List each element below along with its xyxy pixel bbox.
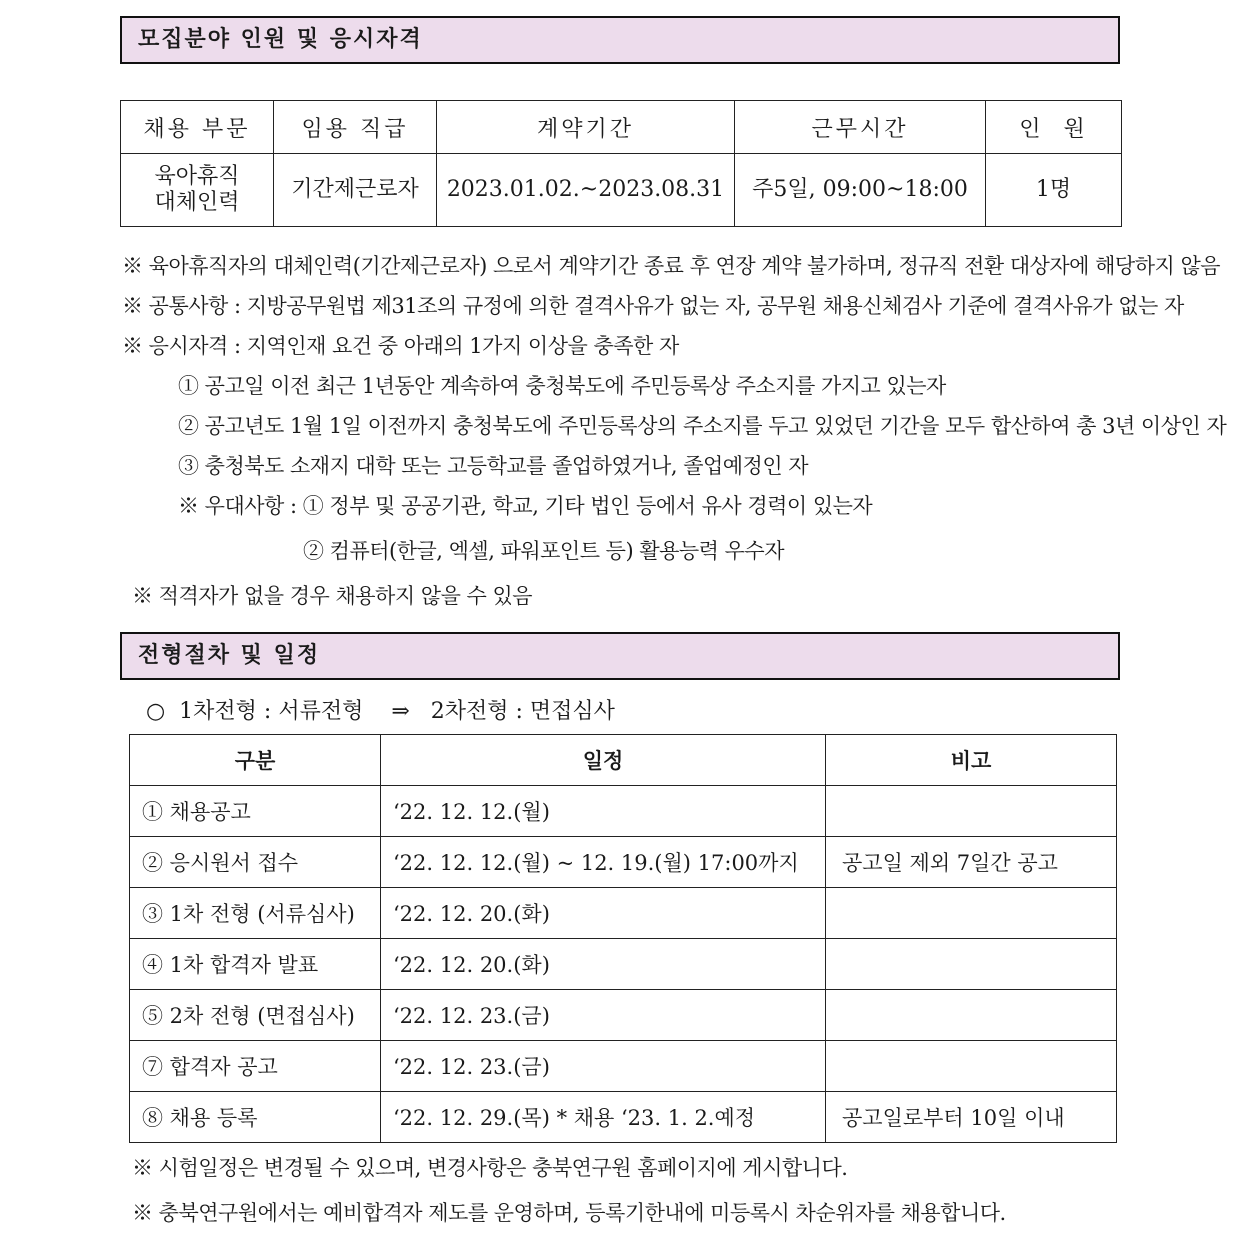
col-header-count: 인 원: [986, 101, 1122, 154]
cell-remark: 공고일로부터 10일 이내: [826, 1092, 1117, 1143]
cell-step: ② 응시원서 접수: [130, 837, 381, 888]
table-row: [130, 990, 1117, 1041]
recruitment-table: [120, 100, 1122, 227]
col-header-step: 구분: [130, 735, 381, 786]
table-header-row: [130, 735, 1117, 786]
cell-step: ③ 1차 전형 (서류심사): [130, 888, 381, 939]
cell-date: ‘22. 12. 12.(월): [381, 786, 826, 837]
cell-remark: [826, 1041, 1117, 1092]
cell-date: ‘22. 12. 20.(화): [381, 888, 826, 939]
cell-hours: 주5일, 09:00~18:00: [735, 154, 986, 227]
process-summary: ○ 1차전형 : 서류전형 ⇒ 2차전형 : 면접심사: [146, 699, 615, 724]
cell-step: ⑦ 합격자 공고: [130, 1041, 381, 1092]
col-header-hours: 근무시간: [735, 101, 986, 154]
cell-remark: 공고일 제외 7일간 공고: [826, 837, 1117, 888]
cell-remark: [826, 786, 1117, 837]
cell-period: 2023.01.02.~2023.08.31: [437, 154, 735, 227]
note-no-qualified: ※ 적격자가 없을 경우 채용하지 않을 수 있음: [132, 584, 533, 608]
table-row: [121, 154, 1122, 227]
cell-date: ‘22. 12. 23.(금): [381, 990, 826, 1041]
section-header-process: 전형절차 및 일정: [120, 632, 1120, 680]
cell-date: ‘22. 12. 12.(월) ~ 12. 19.(월) 17:00까지: [381, 837, 826, 888]
eligibility-item-1: ① 공고일 이전 최근 1년동안 계속하여 충청북도에 주민등록상 주소지를 가지고 있는자: [178, 374, 946, 398]
dept-line-1: 육아휴직: [154, 164, 240, 189]
eligibility-item-3: ③ 충청북도 소재지 대학 또는 고등학교를 졸업하였거나, 졸업예정인 자: [178, 454, 809, 478]
table-row: [130, 1041, 1117, 1092]
table-row: [130, 786, 1117, 837]
preference-item-2: ② 컴퓨터(한글, 엑셀, 파워포인트 등) 활용능력 우수자: [303, 539, 785, 563]
col-header-schedule: 일정: [381, 735, 826, 786]
cell-date: ‘22. 12. 20.(화): [381, 939, 826, 990]
cell-count: 1명: [986, 154, 1122, 227]
section-header-recruitment: 모집분야 인원 및 응시자격: [120, 16, 1120, 64]
schedule-table: [129, 734, 1117, 1143]
cell-step: ⑤ 2차 전형 (면접심사): [130, 990, 381, 1041]
cell-step: ④ 1차 합격자 발표: [130, 939, 381, 990]
col-header-dept: 채용 부문: [121, 101, 274, 154]
note-eligibility: ※ 응시자격 : 지역인재 요건 중 아래의 1가지 이상을 충족한 자: [122, 334, 679, 358]
note-reserve-candidates: ※ 충북연구원에서는 예비합격자 제도를 운영하며, 등록기한내에 미등록시 차순위자를 채용합니다.: [132, 1201, 1006, 1225]
note-schedule-change: ※ 시험일정은 변경될 수 있으며, 변경사항은 충북연구원 홈페이지에 게시합니다.: [132, 1156, 848, 1180]
cell-remark: [826, 939, 1117, 990]
table-row: [130, 939, 1117, 990]
table-row: [130, 837, 1117, 888]
cell-remark: [826, 990, 1117, 1041]
dept-line-2: 대체인력: [154, 190, 240, 215]
table-row: [130, 1092, 1117, 1143]
cell-date: ‘22. 12. 23.(금): [381, 1041, 826, 1092]
col-header-period: 계약기간: [437, 101, 735, 154]
preference-item-1: ※ 우대사항 : ① 정부 및 공공기관, 학교, 기타 법인 등에서 유사 경력이 있는자: [178, 494, 873, 518]
eligibility-item-2: ② 공고년도 1월 1일 이전까지 충청북도에 주민등록상의 주소지를 두고 있었던 기간을 모두 합산하여 총 3년 이상인 자: [178, 414, 1227, 438]
note-common-requirements: ※ 공통사항 : 지방공무원법 제31조의 규정에 의한 결격사유가 없는 자, 공무원 채용신체검사 기준에 결격사유가 없는 자: [122, 294, 1184, 318]
cell-rank: 기간제근로자: [274, 154, 437, 227]
cell-remark: [826, 888, 1117, 939]
note-replacement: ※ 육아휴직자의 대체인력(기간제근로자) 으로서 계약기간 종료 후 연장 계약 불가하며, 정규직 전환 대상자에 해당하지 않음: [122, 254, 1221, 278]
cell-step: ① 채용공고: [130, 786, 381, 837]
table-header-row: [121, 101, 1122, 154]
col-header-rank: 임용 직급: [274, 101, 437, 154]
cell-date: ‘22. 12. 29.(목) * 채용 ‘23. 1. 2.예정: [381, 1092, 826, 1143]
col-header-remark: 비고: [826, 735, 1117, 786]
cell-dept: [121, 154, 274, 227]
cell-step: ⑧ 채용 등록: [130, 1092, 381, 1143]
table-row: [130, 888, 1117, 939]
